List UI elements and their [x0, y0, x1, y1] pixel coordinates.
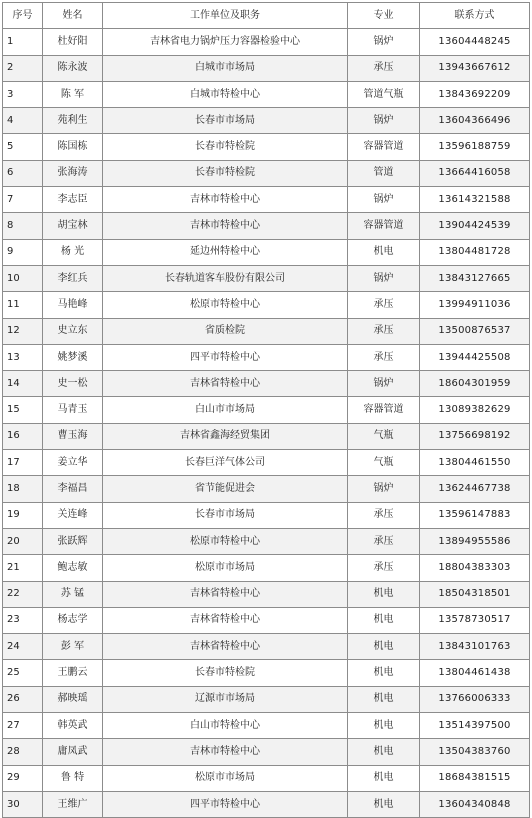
- cell-unit: 吉林省鑫海经贸集团: [103, 423, 348, 449]
- table-row: [3, 239, 530, 265]
- table-row: [3, 81, 530, 107]
- cell-specialty: 承压: [348, 528, 420, 554]
- cell-no: 25: [3, 660, 43, 686]
- cell-specialty: 机电: [348, 660, 420, 686]
- table-row: [3, 686, 530, 712]
- table-row: [3, 660, 530, 686]
- cell-phone: 13943667612: [420, 55, 530, 81]
- cell-unit: 四平市特检中心: [103, 344, 348, 370]
- table-row: [3, 292, 530, 318]
- cell-phone: 13944425508: [420, 344, 530, 370]
- cell-unit: 延边州特检中心: [103, 239, 348, 265]
- cell-no: 23: [3, 607, 43, 633]
- cell-unit: 松原市特检中心: [103, 528, 348, 554]
- cell-unit: 吉林省电力锅炉压力容器检验中心: [103, 29, 348, 55]
- cell-no: 1: [3, 29, 43, 55]
- cell-name: 鲁 特: [43, 765, 103, 791]
- cell-no: 27: [3, 713, 43, 739]
- cell-phone: 18504318501: [420, 581, 530, 607]
- cell-unit: 长春市特检院: [103, 134, 348, 160]
- cell-name: 张跃辉: [43, 528, 103, 554]
- table-row: [3, 108, 530, 134]
- table-row: [3, 528, 530, 554]
- cell-specialty: 锅炉: [348, 108, 420, 134]
- cell-phone: 18604301959: [420, 371, 530, 397]
- table-row: [3, 55, 530, 81]
- cell-name: 胡宝林: [43, 213, 103, 239]
- cell-name: 庸凤武: [43, 739, 103, 765]
- cell-no: 17: [3, 450, 43, 476]
- table-row: [3, 765, 530, 791]
- cell-phone: 13504383760: [420, 739, 530, 765]
- header-no: 序号: [3, 3, 43, 29]
- cell-unit: 长春市特检院: [103, 160, 348, 186]
- cell-name: 杨志学: [43, 607, 103, 633]
- table-row: [3, 502, 530, 528]
- cell-specialty: 机电: [348, 739, 420, 765]
- cell-unit: 吉林省特检中心: [103, 607, 348, 633]
- cell-phone: 18684381515: [420, 765, 530, 791]
- table-row: [3, 371, 530, 397]
- cell-phone: 13756698192: [420, 423, 530, 449]
- cell-name: 彭 军: [43, 634, 103, 660]
- cell-name: 鲍志敏: [43, 555, 103, 581]
- header-name: 姓名: [43, 3, 103, 29]
- cell-no: 9: [3, 239, 43, 265]
- cell-specialty: 锅炉: [348, 265, 420, 291]
- cell-no: 30: [3, 791, 43, 817]
- cell-phone: 13994911036: [420, 292, 530, 318]
- cell-specialty: 管道气瓶: [348, 81, 420, 107]
- header-phone: 联系方式: [420, 3, 530, 29]
- table-row: [3, 29, 530, 55]
- table-row: [3, 318, 530, 344]
- table-header: [3, 3, 530, 29]
- table-row: [3, 555, 530, 581]
- cell-no: 10: [3, 265, 43, 291]
- cell-specialty: 容器管道: [348, 397, 420, 423]
- cell-name: 李红兵: [43, 265, 103, 291]
- cell-name: 马青玉: [43, 397, 103, 423]
- cell-unit: 长春市特检院: [103, 660, 348, 686]
- cell-unit: 吉林市特检中心: [103, 187, 348, 213]
- cell-unit: 白城市特检中心: [103, 81, 348, 107]
- table-row: [3, 187, 530, 213]
- table-row: [3, 397, 530, 423]
- cell-unit: 白城市市场局: [103, 55, 348, 81]
- cell-unit: 松原市特检中心: [103, 292, 348, 318]
- cell-phone: 13664416058: [420, 160, 530, 186]
- cell-specialty: 气瓶: [348, 423, 420, 449]
- cell-no: 20: [3, 528, 43, 554]
- cell-specialty: 锅炉: [348, 476, 420, 502]
- cell-name: 姚梦溪: [43, 344, 103, 370]
- cell-specialty: 容器管道: [348, 213, 420, 239]
- cell-unit: 辽源市市场局: [103, 686, 348, 712]
- cell-no: 8: [3, 213, 43, 239]
- cell-no: 2: [3, 55, 43, 81]
- cell-no: 21: [3, 555, 43, 581]
- cell-phone: 13089382629: [420, 397, 530, 423]
- table-row: [3, 344, 530, 370]
- cell-no: 5: [3, 134, 43, 160]
- cell-specialty: 机电: [348, 713, 420, 739]
- cell-unit: 省节能促进会: [103, 476, 348, 502]
- cell-name: 苑利生: [43, 108, 103, 134]
- table-row: [3, 713, 530, 739]
- cell-name: 陈永波: [43, 55, 103, 81]
- cell-specialty: 锅炉: [348, 29, 420, 55]
- table-row: [3, 265, 530, 291]
- cell-name: 陈国栋: [43, 134, 103, 160]
- cell-no: 26: [3, 686, 43, 712]
- cell-no: 24: [3, 634, 43, 660]
- table-row: [3, 607, 530, 633]
- cell-specialty: 机电: [348, 607, 420, 633]
- cell-no: 13: [3, 344, 43, 370]
- cell-phone: 13804461438: [420, 660, 530, 686]
- expert-table: [2, 2, 530, 818]
- cell-specialty: 容器管道: [348, 134, 420, 160]
- cell-no: 14: [3, 371, 43, 397]
- cell-specialty: 机电: [348, 791, 420, 817]
- cell-specialty: 锅炉: [348, 187, 420, 213]
- cell-no: 15: [3, 397, 43, 423]
- cell-name: 姜立华: [43, 450, 103, 476]
- cell-name: 曹玉海: [43, 423, 103, 449]
- cell-specialty: 承压: [348, 502, 420, 528]
- cell-specialty: 机电: [348, 581, 420, 607]
- cell-unit: 松原市市场局: [103, 555, 348, 581]
- cell-phone: 13578730517: [420, 607, 530, 633]
- cell-phone: 18804383303: [420, 555, 530, 581]
- cell-phone: 13604340848: [420, 791, 530, 817]
- cell-name: 王鹏云: [43, 660, 103, 686]
- table-row: [3, 581, 530, 607]
- cell-specialty: 机电: [348, 239, 420, 265]
- cell-phone: 13604366496: [420, 108, 530, 134]
- cell-no: 19: [3, 502, 43, 528]
- table-row: [3, 134, 530, 160]
- cell-specialty: 承压: [348, 292, 420, 318]
- table-row: [3, 423, 530, 449]
- cell-specialty: 承压: [348, 318, 420, 344]
- cell-name: 陈 军: [43, 81, 103, 107]
- cell-phone: 13614321588: [420, 187, 530, 213]
- cell-name: 李志臣: [43, 187, 103, 213]
- cell-specialty: 机电: [348, 686, 420, 712]
- cell-phone: 13624467738: [420, 476, 530, 502]
- cell-specialty: 承压: [348, 344, 420, 370]
- cell-unit: 长春巨洋气体公司: [103, 450, 348, 476]
- cell-no: 7: [3, 187, 43, 213]
- cell-unit: 吉林省特检中心: [103, 581, 348, 607]
- cell-phone: 13604448245: [420, 29, 530, 55]
- cell-unit: 省质检院: [103, 318, 348, 344]
- table-row: [3, 791, 530, 817]
- cell-phone: 13596188759: [420, 134, 530, 160]
- cell-unit: 松原市市场局: [103, 765, 348, 791]
- cell-no: 4: [3, 108, 43, 134]
- cell-specialty: 承压: [348, 55, 420, 81]
- cell-unit: 白山市市场局: [103, 397, 348, 423]
- cell-unit: 白山市特检中心: [103, 713, 348, 739]
- cell-no: 11: [3, 292, 43, 318]
- cell-specialty: 机电: [348, 765, 420, 791]
- header-unit: 工作单位及职务: [103, 3, 348, 29]
- cell-name: 关连峰: [43, 502, 103, 528]
- cell-no: 18: [3, 476, 43, 502]
- cell-no: 16: [3, 423, 43, 449]
- cell-no: 6: [3, 160, 43, 186]
- cell-specialty: 管道: [348, 160, 420, 186]
- table-row: [3, 634, 530, 660]
- cell-no: 12: [3, 318, 43, 344]
- cell-specialty: 承压: [348, 555, 420, 581]
- cell-name: 韩英武: [43, 713, 103, 739]
- cell-name: 王维广: [43, 791, 103, 817]
- cell-unit: 吉林省特检中心: [103, 634, 348, 660]
- cell-no: 22: [3, 581, 43, 607]
- cell-specialty: 气瓶: [348, 450, 420, 476]
- table-body: [3, 29, 530, 818]
- cell-unit: 吉林市特检中心: [103, 739, 348, 765]
- cell-phone: 13904424539: [420, 213, 530, 239]
- cell-specialty: 锅炉: [348, 371, 420, 397]
- cell-unit: 吉林省特检中心: [103, 371, 348, 397]
- cell-name: 张海涛: [43, 160, 103, 186]
- cell-phone: 13514397500: [420, 713, 530, 739]
- cell-unit: 长春市市场局: [103, 502, 348, 528]
- cell-phone: 13843127665: [420, 265, 530, 291]
- table-row: [3, 213, 530, 239]
- cell-specialty: 机电: [348, 634, 420, 660]
- cell-unit: 四平市特检中心: [103, 791, 348, 817]
- cell-phone: 13500876537: [420, 318, 530, 344]
- cell-name: 杨 光: [43, 239, 103, 265]
- cell-phone: 13766006333: [420, 686, 530, 712]
- cell-name: 史立东: [43, 318, 103, 344]
- cell-phone: 13596147883: [420, 502, 530, 528]
- cell-name: 李福昌: [43, 476, 103, 502]
- cell-no: 3: [3, 81, 43, 107]
- header-specialty: 专业: [348, 3, 420, 29]
- cell-phone: 13843692209: [420, 81, 530, 107]
- cell-phone: 13843101763: [420, 634, 530, 660]
- cell-unit: 长春轨道客车股份有限公司: [103, 265, 348, 291]
- cell-name: 史一松: [43, 371, 103, 397]
- cell-phone: 13894955586: [420, 528, 530, 554]
- header-row: [3, 3, 530, 29]
- cell-unit: 吉林市特检中心: [103, 213, 348, 239]
- cell-name: 苏 锰: [43, 581, 103, 607]
- cell-name: 马艳峰: [43, 292, 103, 318]
- table-row: [3, 739, 530, 765]
- table-row: [3, 450, 530, 476]
- cell-no: 28: [3, 739, 43, 765]
- cell-phone: 13804481728: [420, 239, 530, 265]
- cell-unit: 长春市市场局: [103, 108, 348, 134]
- table-row: [3, 160, 530, 186]
- table-row: [3, 476, 530, 502]
- cell-name: 郝映瑶: [43, 686, 103, 712]
- cell-no: 29: [3, 765, 43, 791]
- cell-phone: 13804461550: [420, 450, 530, 476]
- cell-name: 杜好阳: [43, 29, 103, 55]
